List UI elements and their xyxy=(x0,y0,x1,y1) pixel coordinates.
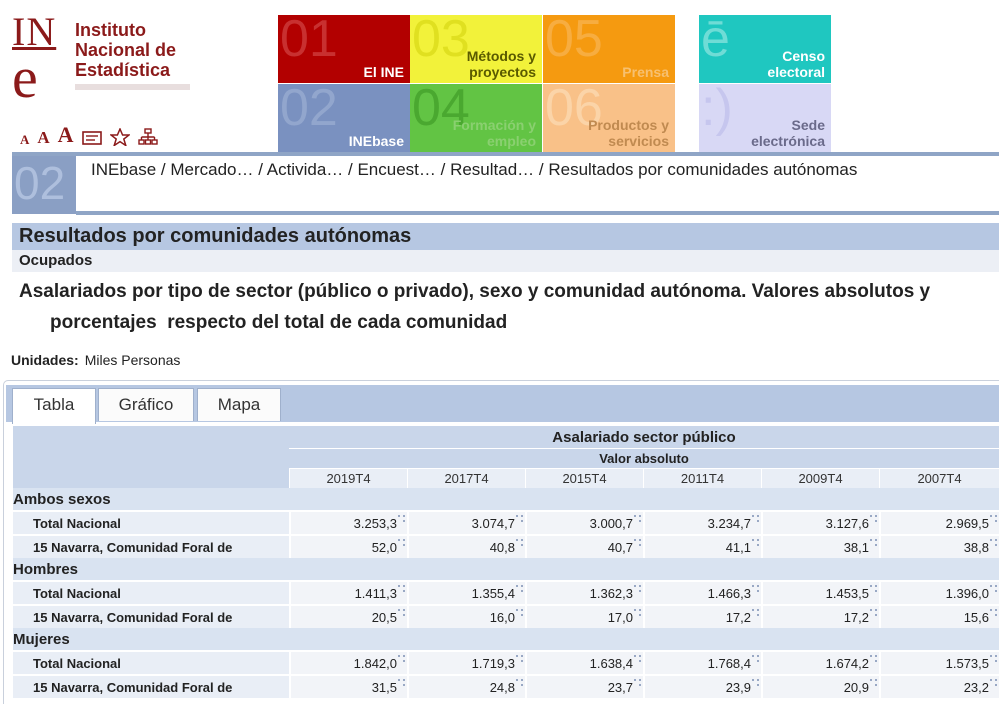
units-label: Unidades: xyxy=(11,352,79,368)
table-row xyxy=(13,674,999,698)
nav-tile-number: ē xyxy=(701,15,730,68)
value-cell[interactable]: 23,7 xyxy=(525,674,643,698)
breadcrumb xyxy=(91,160,857,180)
nav-tile-label: Prensa xyxy=(622,64,669,80)
logo-text[interactable] xyxy=(75,20,176,80)
row-label: 15 Navarra, Comunidad Foral de xyxy=(13,674,289,698)
breadcrumb-separator: / xyxy=(534,160,549,179)
value-cell[interactable]: 17,2 xyxy=(643,604,761,628)
period-header[interactable]: 2015T4 xyxy=(525,468,643,488)
value-cell[interactable]: 17,2 xyxy=(761,604,879,628)
value-cell[interactable]: 52,0 xyxy=(289,534,407,558)
logo-line-2: Nacional de xyxy=(75,40,177,60)
value-cell[interactable]: 1.719,3 xyxy=(407,650,525,674)
page-title-bar xyxy=(12,223,999,250)
value-cell[interactable]: 1.396,0 xyxy=(879,580,999,604)
period-header[interactable]: 2009T4 xyxy=(761,468,879,488)
breadcrumb-badge-number: 02 xyxy=(14,157,66,209)
value-cell[interactable]: 41,1 xyxy=(643,534,761,558)
units-info xyxy=(11,352,180,368)
nav-tile[interactable] xyxy=(699,15,831,83)
breadcrumb-separator: / xyxy=(435,160,451,179)
period-header[interactable]: 2011T4 xyxy=(643,468,761,488)
nav-tile-number: 02 xyxy=(280,84,338,137)
nav-tile-number: 04 xyxy=(412,84,470,137)
value-cell[interactable]: 17,0 xyxy=(525,604,643,628)
breadcrumb-item[interactable]: Resultad… xyxy=(450,160,535,179)
period-header[interactable]: 2019T4 xyxy=(289,468,407,488)
breadcrumb-item[interactable]: Activida… xyxy=(266,160,344,179)
value-cell[interactable]: 1.355,4 xyxy=(407,580,525,604)
value-cell[interactable]: 23,9 xyxy=(643,674,761,698)
section-row xyxy=(13,628,999,650)
nav-tile-number: 03 xyxy=(412,15,470,68)
breadcrumb-bottom-border xyxy=(76,211,999,215)
nav-tile-label: Métodos y proyectos xyxy=(466,48,536,80)
nav-tile[interactable] xyxy=(410,84,542,152)
accessibility-tools xyxy=(20,124,158,146)
sitemap-icon[interactable] xyxy=(138,128,158,146)
table-description xyxy=(19,276,994,338)
value-cell[interactable]: 1.453,5 xyxy=(761,580,879,604)
page-subtitle-bar xyxy=(12,250,999,272)
section-label: Ambos sexos xyxy=(13,488,999,510)
breadcrumb-item[interactable]: INEbase xyxy=(91,160,157,179)
nav-tile-number: 06 xyxy=(545,84,603,137)
row-label: Total Nacional xyxy=(13,510,289,534)
table-row xyxy=(13,534,999,558)
value-cell[interactable]: 1.466,3 xyxy=(643,580,761,604)
nav-tile-label: INEbase xyxy=(348,133,404,149)
tab-grafico[interactable]: Gráfico xyxy=(98,388,194,421)
description-line-1: Asalariados por tipo de sector (público o privado), sexo y comunidad autónoma. Valores absolutos y xyxy=(19,281,931,302)
nav-tile-number: :) xyxy=(701,84,733,137)
table-corner xyxy=(13,426,289,488)
logo-e-glyph: e xyxy=(12,45,38,110)
data-table xyxy=(13,426,999,698)
tab-tabla[interactable]: Tabla xyxy=(12,388,96,424)
value-cell[interactable]: 20,9 xyxy=(761,674,879,698)
value-cell[interactable]: 1.638,4 xyxy=(525,650,643,674)
value-cell[interactable]: 3.234,7 xyxy=(643,510,761,534)
value-cell[interactable]: 1.842,0 xyxy=(289,650,407,674)
value-cell[interactable]: 38,8 xyxy=(879,534,999,558)
page-title: Resultados por comunidades autónomas xyxy=(19,225,412,247)
row-label: Total Nacional xyxy=(13,580,289,604)
row-label: Total Nacional xyxy=(13,650,289,674)
value-cell[interactable]: 1.573,5 xyxy=(879,650,999,674)
value-cell[interactable]: 40,8 xyxy=(407,534,525,558)
nav-tile-label: Formación y empleo xyxy=(452,117,536,149)
column-group-header: Asalariado sector público xyxy=(289,426,999,448)
ine-logo[interactable] xyxy=(12,9,57,110)
nav-tile-label: Censo electoral xyxy=(767,48,825,80)
value-cell[interactable]: 2.969,5 xyxy=(879,510,999,534)
breadcrumb-item[interactable]: Mercado… xyxy=(170,160,254,179)
nav-tile-number: 01 xyxy=(280,15,338,68)
nav-tile[interactable] xyxy=(278,84,410,152)
nav-tile[interactable] xyxy=(278,15,410,83)
column-sub-header: Valor absoluto xyxy=(289,448,999,468)
value-cell[interactable]: 3.000,7 xyxy=(525,510,643,534)
value-cell[interactable]: 1.362,3 xyxy=(525,580,643,604)
nav-tile-number: 05 xyxy=(545,15,603,68)
value-cell[interactable]: 20,5 xyxy=(289,604,407,628)
font-large-button[interactable]: A xyxy=(57,122,74,147)
period-header[interactable]: 2017T4 xyxy=(407,468,525,488)
nav-tile-label: Sede electrónica xyxy=(751,117,825,149)
value-cell[interactable]: 3.127,6 xyxy=(761,510,879,534)
font-medium-button[interactable]: A xyxy=(37,128,50,147)
nav-tile[interactable] xyxy=(410,15,542,83)
row-label: 15 Navarra, Comunidad Foral de xyxy=(13,534,289,558)
value-cell[interactable]: 23,2 xyxy=(879,674,999,698)
value-cell[interactable]: 16,0 xyxy=(407,604,525,628)
value-cell[interactable]: 3.253,3 xyxy=(289,510,407,534)
value-cell[interactable]: 24,8 xyxy=(407,674,525,698)
section-row xyxy=(13,488,999,510)
value-cell[interactable]: 31,5 xyxy=(289,674,407,698)
section-label: Hombres xyxy=(13,558,999,580)
font-small-button[interactable]: A xyxy=(20,132,30,147)
period-header[interactable]: 2007T4 xyxy=(879,468,999,488)
value-cell[interactable]: 3.074,7 xyxy=(407,510,525,534)
table-row xyxy=(13,580,999,604)
value-cell[interactable]: 1.768,4 xyxy=(643,650,761,674)
nav-tile-label: Productos y servicios xyxy=(588,117,669,149)
breadcrumb-separator: / xyxy=(343,160,358,179)
breadcrumb-separator: / xyxy=(156,160,171,179)
nav-tile[interactable] xyxy=(699,84,831,152)
logo-in-glyph: IN xyxy=(12,9,57,54)
value-cell[interactable]: 38,1 xyxy=(761,534,879,558)
page-subtitle: Ocupados xyxy=(19,252,93,269)
breadcrumb-top-border xyxy=(12,152,999,156)
value-cell[interactable]: 1.674,2 xyxy=(761,650,879,674)
section-label: Mujeres xyxy=(13,628,999,650)
logo-line-3: Estadística xyxy=(75,60,171,80)
logo-line-1: Instituto xyxy=(75,20,146,40)
logo-tagline xyxy=(75,84,190,90)
units-value: Miles Personas xyxy=(84,352,181,368)
value-cell[interactable]: 40,7 xyxy=(525,534,643,558)
table-row xyxy=(13,510,999,534)
breadcrumb-separator: / xyxy=(253,160,267,179)
nav-tile[interactable] xyxy=(543,84,675,152)
breadcrumb-item[interactable]: Encuest… xyxy=(357,160,436,179)
star-icon[interactable] xyxy=(110,128,130,146)
nav-tile[interactable] xyxy=(543,15,675,83)
breadcrumb-section-badge xyxy=(12,156,76,214)
value-cell[interactable]: 15,6 xyxy=(879,604,999,628)
value-cell[interactable]: 1.411,3 xyxy=(289,580,407,604)
table-row xyxy=(13,604,999,628)
section-row xyxy=(13,558,999,580)
tab-mapa[interactable]: Mapa xyxy=(197,388,281,421)
breadcrumb-item: Resultados por comunidades autónomas xyxy=(548,160,858,179)
newsletter-icon[interactable] xyxy=(82,130,102,146)
description-line-2: porcentajes respecto del total de cada comunidad xyxy=(50,312,508,333)
table-row xyxy=(13,650,999,674)
nav-tile-label: El INE xyxy=(363,64,404,80)
row-label: 15 Navarra, Comunidad Foral de xyxy=(13,604,289,628)
